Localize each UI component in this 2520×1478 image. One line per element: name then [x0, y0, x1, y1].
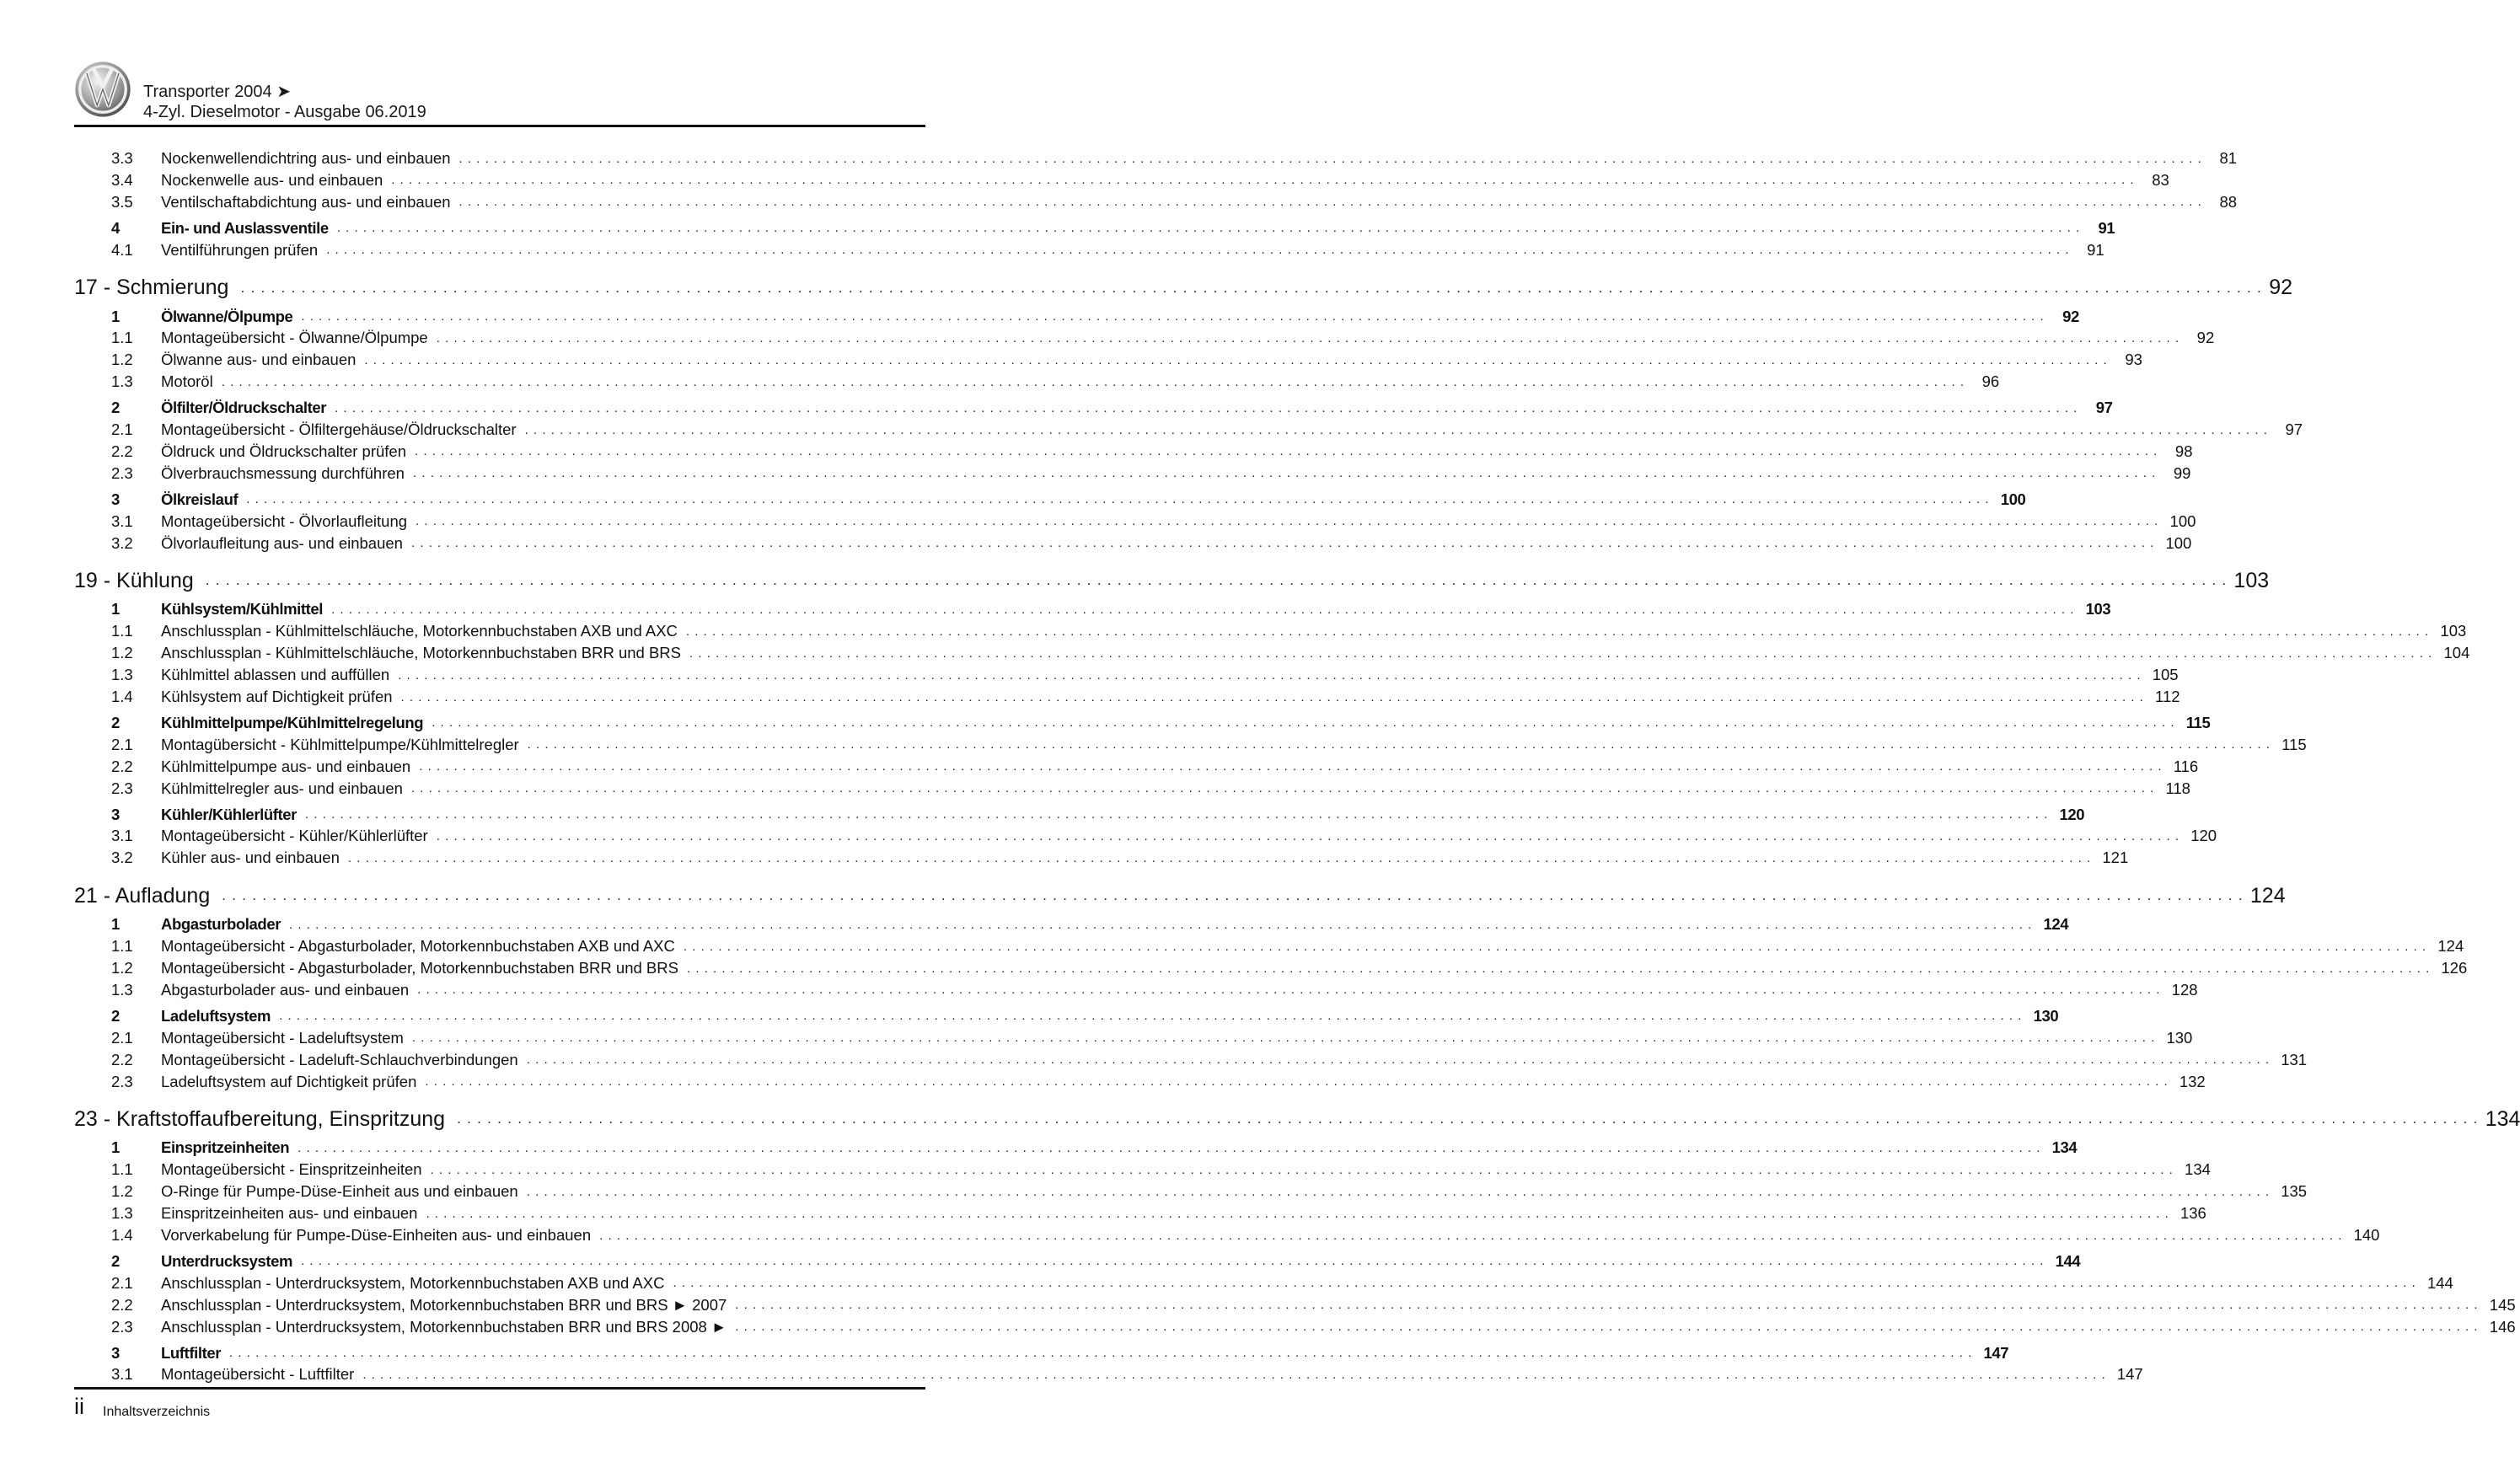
- toc-entry-page: 144: [2055, 1251, 2081, 1270]
- toc-entry-number: 3: [111, 805, 120, 823]
- toc-entry-page: 115: [2185, 713, 2211, 731]
- toc-entry-page: 118: [2165, 779, 2190, 797]
- toc-entry-number: 1.1: [111, 937, 133, 956]
- toc-entry-title: Kühlmittel ablassen und auffüllen: [161, 666, 390, 684]
- toc-entry-title: Ladeluftsystem: [161, 1006, 271, 1025]
- toc-entry-page: 124: [2043, 915, 2069, 934]
- header-rule: [74, 125, 925, 127]
- toc-entry-title: Montageübersicht - Luftfilter: [161, 1365, 355, 1384]
- toc-section[interactable]: [111, 306, 2079, 328]
- leader-dots: ........................................................................................................................................................................................................: [335, 400, 2083, 415]
- leader-dots: ........................................................................................................................................................................................................: [432, 715, 2180, 731]
- toc-entry-title: Ladeluftsystem auf Dichtigkeit prüfen: [161, 1072, 417, 1090]
- toc-entry-page: 135: [2281, 1182, 2308, 1201]
- toc-entry-title: Ölverbrauchsmessung durchführen: [161, 463, 405, 482]
- toc-entry-title: Montageübersicht - Einspritzeinheiten: [161, 1160, 422, 1179]
- footer-page-number: ii: [74, 1394, 84, 1419]
- leader-dots: ........................................................................................................................................................................................................: [436, 828, 2185, 843]
- toc-entry-page: 126: [2441, 959, 2468, 977]
- toc-chapter[interactable]: [74, 274, 2293, 303]
- toc-entry-page: 120: [2059, 805, 2085, 823]
- toc-entry[interactable]: [111, 327, 2215, 349]
- toc-entry-number: 2: [111, 713, 120, 731]
- toc-entry-title: Montageübersicht - Ölfiltergehäuse/Öldruckschalter: [161, 420, 517, 438]
- leader-dots: ........................................................................................................................................................................................................: [524, 422, 2273, 437]
- toc-section[interactable]: [111, 489, 2026, 511]
- toc-section[interactable]: [111, 217, 2115, 239]
- toc-entry-page: 116: [2173, 757, 2199, 775]
- leader-dots: ........................................................................................................................................................................................................: [240, 279, 2268, 296]
- toc-entry[interactable]: [111, 191, 2238, 213]
- leader-dots: ........................................................................................................................................................................................................: [689, 645, 2437, 661]
- toc-entry[interactable]: [111, 756, 2199, 778]
- toc-entry-number: 3.2: [111, 849, 133, 867]
- toc-entry-page: 91: [2098, 218, 2115, 237]
- leader-dots: ........................................................................................................................................................................................................: [425, 1074, 2173, 1089]
- leader-dots: ........................................................................................................................................................................................................: [419, 759, 2167, 774]
- vw-logo: [74, 61, 131, 118]
- header-engine-edition: 4-Zyl. Dieselmotor - Ausgabe 06.2019: [143, 103, 426, 121]
- leader-dots: ........................................................................................................................................................................................................: [686, 961, 2435, 976]
- leader-dots: ........................................................................................................................................................................................................: [458, 195, 2207, 210]
- toc-entry-number: 3.1: [111, 827, 133, 845]
- header-model: Transporter 2004 ➤: [143, 83, 291, 101]
- leader-dots: ........................................................................................................................................................................................................: [410, 781, 2159, 796]
- toc-entry-number: 2.1: [111, 1028, 133, 1047]
- toc-entry-page: 124: [2249, 883, 2286, 908]
- leader-dots: ........................................................................................................................................................................................................: [411, 1031, 2160, 1046]
- toc-entry-page: 81: [2219, 149, 2238, 167]
- toc-entry-title: Montageübersicht - Abgasturbolader, Motorkennbuchstaben BRR und BRS: [161, 959, 678, 977]
- leader-dots: ........................................................................................................................................................................................................: [685, 624, 2434, 639]
- toc-entry-title: Ölwanne aus- und einbauen: [161, 351, 357, 369]
- toc-entry[interactable]: [111, 620, 2467, 642]
- toc-entry-title: Kühlmittelregler aus- und einbauen: [161, 779, 403, 797]
- leader-dots: ........................................................................................................................................................................................................: [417, 983, 2165, 998]
- toc-entry-number: 2.2: [111, 1295, 133, 1314]
- toc-entry-title: Kühler aus- und einbauen: [161, 849, 340, 867]
- toc-entry[interactable]: [111, 533, 2192, 554]
- toc-entry[interactable]: [111, 511, 2196, 533]
- toc-entry-page: 92: [2269, 276, 2293, 299]
- toc-entry-title: Einspritzeinheiten: [161, 1138, 290, 1157]
- toc-section[interactable]: [111, 1137, 2078, 1159]
- toc-entry-title: Nockenwelle aus- und einbauen: [161, 170, 383, 189]
- toc-entry-title: Montageübersicht - Ladeluft-Schlauchverbindungen: [161, 1050, 518, 1068]
- toc-entry-number: 2.3: [111, 1072, 133, 1090]
- leader-dots: ........................................................................................................................................................................................................: [458, 151, 2207, 166]
- footer-rule: [74, 1387, 925, 1390]
- toc-entry[interactable]: [111, 1071, 2206, 1093]
- toc-entry-page: 98: [2174, 442, 2193, 460]
- toc-entry-number: 2: [111, 399, 120, 417]
- toc-entry-page: 134: [2485, 1106, 2520, 1131]
- toc-entry-number: 2: [111, 1006, 120, 1025]
- toc-entry-page: 99: [2173, 463, 2191, 482]
- toc-entry-number: 2.2: [111, 1050, 133, 1068]
- toc-entry-page: 92: [2062, 307, 2079, 325]
- toc-entry-number: 1.3: [111, 980, 133, 999]
- toc-entry-number: 3.5: [111, 192, 133, 211]
- toc-entry-number: 1: [111, 1138, 120, 1157]
- toc-entry[interactable]: [111, 935, 2464, 957]
- toc-section[interactable]: [111, 598, 2111, 620]
- toc-entry-page: 88: [2219, 192, 2238, 211]
- toc-entry-number: 2.2: [111, 757, 133, 775]
- toc-entry-page: 147: [2116, 1365, 2143, 1384]
- toc-entry-page: 120: [2190, 827, 2217, 845]
- leader-dots: ........................................................................................................................................................................................................: [527, 737, 2276, 752]
- toc-entry-title: Anschlussplan - Kühlmittelschläuche, Motorkennbuchstaben BRR und BRS: [161, 644, 681, 662]
- toc-entry-title: Ölfilter/Öldruckschalter: [161, 399, 327, 417]
- toc-entry-title: Unterdrucksystem: [161, 1251, 293, 1270]
- toc-entry-title: Montageübersicht - Ladeluftsystem: [161, 1028, 404, 1047]
- toc-entry-title: Ventilführungen prüfen: [161, 240, 319, 259]
- toc-entry-page: 103: [2233, 568, 2270, 592]
- toc-entry-number: 1.3: [111, 1204, 133, 1223]
- leader-dots: ........................................................................................................................................................................................................: [526, 1184, 2275, 1199]
- toc-entry[interactable]: [111, 147, 2238, 169]
- toc-entry[interactable]: [111, 349, 2142, 371]
- toc-entry-title: Ventilschaftabdichtung aus- und einbauen: [161, 192, 451, 211]
- leader-dots: ........................................................................................................................................................................................................: [331, 602, 2079, 617]
- toc-entry-number: 3: [111, 1343, 120, 1362]
- toc-entry[interactable]: [111, 979, 2198, 1001]
- toc-entry[interactable]: [111, 664, 2179, 686]
- toc-entry-title: Ölwanne/Ölpumpe: [161, 307, 293, 325]
- toc-section[interactable]: [111, 397, 2113, 419]
- toc-entry-title: Nockenwellendichtring aus- und einbauen: [161, 149, 451, 167]
- toc-chapter[interactable]: [74, 566, 2270, 595]
- leader-dots: ........................................................................................................................................................................................................: [289, 917, 2037, 932]
- leader-dots: ........................................................................................................................................................................................................: [246, 492, 1994, 507]
- toc-entry[interactable]: [111, 1363, 2143, 1385]
- toc-entry-page: 100: [2165, 533, 2192, 552]
- toc-entry[interactable]: [111, 1027, 2193, 1049]
- toc-entry-page: 124: [2437, 937, 2464, 956]
- toc-entry-page: 104: [2443, 644, 2470, 662]
- leader-dots: ........................................................................................................................................................................................................: [301, 1254, 2049, 1269]
- toc-entry-page: 103: [2440, 622, 2467, 640]
- toc-entry-page: 105: [2152, 666, 2179, 684]
- toc-entry-number: 1: [111, 307, 120, 325]
- leader-dots: ........................................................................................................................................................................................................: [412, 466, 2161, 481]
- toc-entry[interactable]: [111, 239, 2104, 261]
- toc-entry[interactable]: [111, 642, 2470, 664]
- leader-dots: ........................................................................................................................................................................................................: [301, 309, 2049, 324]
- toc-entry-number: 1.2: [111, 959, 133, 977]
- leader-dots: ........................................................................................................................................................................................................: [416, 514, 2163, 529]
- toc-entry-title: Kühlmittelpumpe/Kühlmittelregelung: [161, 713, 424, 731]
- toc-entry[interactable]: [111, 441, 2193, 463]
- toc-entry-page: 103: [2085, 600, 2111, 619]
- toc-entry-title: Öldruck und Öldruckschalter prüfen: [161, 442, 406, 460]
- leader-dots: ........................................................................................................................................................................................................: [683, 939, 2432, 954]
- toc-entry-page: 130: [2033, 1006, 2059, 1025]
- toc-entry-page: 147: [1983, 1343, 2009, 1362]
- toc-entry-title: Montageübersicht - Abgasturbolader, Motorkennbuchstaben AXB und AXC: [161, 937, 675, 956]
- toc-entry-number: 1.1: [111, 1160, 133, 1179]
- leader-dots: ........................................................................................................................................................................................................: [221, 374, 1970, 389]
- toc-entry-title: Anschlussplan - Kühlmittelschläuche, Motorkennbuchstaben AXB und AXC: [161, 622, 678, 640]
- toc-entry-page: 83: [2152, 170, 2169, 189]
- toc-entry[interactable]: [111, 734, 2307, 756]
- toc-entry-page: 91: [2087, 240, 2104, 259]
- toc-entry-title: Montagübersicht - Kühlmittelpumpe/Kühlmittelregler: [161, 735, 519, 753]
- toc-entry[interactable]: [111, 778, 2190, 800]
- toc-entry-title: Abgasturbolader aus- und einbauen: [161, 980, 410, 999]
- toc-entry-page: 96: [1981, 372, 2000, 391]
- toc-entry-page: 146: [2489, 1317, 2516, 1336]
- leader-dots: ........................................................................................................................................................................................................: [364, 352, 2112, 367]
- leader-dots: ........................................................................................................................................................................................................: [415, 444, 2163, 459]
- leader-dots: ........................................................................................................................................................................................................: [229, 1346, 1977, 1360]
- toc-section[interactable]: [111, 712, 2211, 734]
- toc-entry-number: 2.3: [111, 463, 133, 482]
- toc-entry-number: 3.1: [111, 1365, 133, 1384]
- toc-entry-page: 93: [2125, 351, 2142, 369]
- toc-entry-page: 97: [2285, 420, 2303, 438]
- leader-dots: ........................................................................................................................................................................................................: [298, 1140, 2045, 1155]
- toc-entry-number: 2.1: [111, 735, 133, 753]
- toc-entry[interactable]: [111, 825, 2217, 847]
- toc-entry-number: 2.3: [111, 779, 133, 797]
- toc-entry-title: Anschlussplan - Unterdrucksystem, Motorkennbuchstaben BRR und BRS ► 2007: [161, 1295, 727, 1314]
- leader-dots: ........................................................................................................................................................................................................: [398, 667, 2146, 683]
- toc-entry-title: Montageübersicht - Ölwanne/Ölpumpe: [161, 329, 428, 347]
- toc-entry-number: 1.2: [111, 644, 133, 662]
- toc-entry-number: 1: [111, 915, 120, 934]
- toc-section[interactable]: [111, 1250, 2081, 1272]
- toc-entry-title: 19 - Kühlung: [74, 568, 194, 592]
- leader-dots: ........................................................................................................................................................................................................: [457, 1111, 2484, 1127]
- toc-entry-page: 128: [2171, 980, 2198, 999]
- toc-entry-title: Montageübersicht - Kühler/Kühlerlüfter: [161, 827, 428, 845]
- toc-entry-title: O-Ringe für Pumpe-Düse-Einheit aus und einbauen: [161, 1182, 518, 1201]
- leader-dots: ........................................................................................................................................................................................................: [279, 1009, 2027, 1024]
- toc-entry-title: Luftfilter: [161, 1343, 222, 1362]
- toc-entry-page: 140: [2353, 1226, 2380, 1244]
- toc-entry-page: 131: [2281, 1050, 2308, 1068]
- toc-entry-number: 2.1: [111, 420, 133, 438]
- leader-dots: ........................................................................................................................................................................................................: [304, 807, 2053, 822]
- leader-dots: ........................................................................................................................................................................................................: [599, 1228, 2347, 1243]
- leader-dots: ........................................................................................................................................................................................................: [735, 1298, 2483, 1313]
- toc-entry-title: Kühlmittelpumpe aus- und einbauen: [161, 757, 411, 775]
- toc-entry-number: 2.1: [111, 1273, 133, 1292]
- toc-entry-number: 1.3: [111, 666, 133, 684]
- toc-entry-page: 132: [2179, 1072, 2206, 1090]
- toc-entry-title: 23 - Kraftstoffaufbereitung, Einspritzung: [74, 1106, 446, 1131]
- toc-entry-title: 21 - Aufladung: [74, 883, 211, 908]
- toc-entry-page: 100: [2169, 511, 2196, 530]
- toc-entry[interactable]: [111, 1202, 2206, 1224]
- toc-section[interactable]: [111, 913, 2069, 935]
- toc-entry[interactable]: [111, 169, 2169, 191]
- leader-dots: ........................................................................................................................................................................................................: [347, 850, 2096, 865]
- leader-dots: ........................................................................................................................................................................................................: [222, 887, 2249, 904]
- toc-entry-number: 1.3: [111, 372, 133, 391]
- toc-entry-page: 130: [2166, 1028, 2193, 1047]
- toc-entry-title: Anschlussplan - Unterdrucksystem, Motorkennbuchstaben BRR und BRS 2008 ►: [161, 1317, 727, 1336]
- toc-entry-number: 1.1: [111, 622, 133, 640]
- toc-entry-title: Montageübersicht - Ölvorlaufleitung: [161, 511, 408, 530]
- toc-entry-page: 145: [2489, 1295, 2516, 1314]
- toc-entry[interactable]: [111, 957, 2468, 979]
- toc-entry[interactable]: [111, 1272, 2453, 1294]
- toc-entry-number: 1.2: [111, 1182, 133, 1201]
- toc-entry-title: Einspritzeinheiten aus- und einbauen: [161, 1204, 418, 1223]
- toc-entry-title: Kühlsystem/Kühlmittel: [161, 600, 324, 619]
- toc-entry[interactable]: [111, 1159, 2211, 1181]
- toc-entry-number: 3.4: [111, 170, 133, 189]
- leader-dots: ........................................................................................................................................................................................................: [673, 1276, 2421, 1291]
- toc-chapter[interactable]: [74, 1105, 2520, 1133]
- toc-entry[interactable]: [111, 419, 2303, 441]
- toc-entry-number: 1.4: [111, 1226, 133, 1244]
- toc-entry-number: 3.1: [111, 511, 133, 530]
- toc-entry-number: 4: [111, 218, 120, 237]
- toc-entry-title: Kühlsystem auf Dichtigkeit prüfen: [161, 688, 393, 705]
- leader-dots: ........................................................................................................................................................................................................: [526, 1052, 2275, 1068]
- toc-entry-page: 92: [2196, 329, 2215, 347]
- toc-entry-title: Vorverkabelung für Pumpe-Düse-Einheiten aus- und einbauen: [161, 1226, 592, 1244]
- toc-entry-number: 4.1: [111, 240, 133, 259]
- toc-entry-number: 2.2: [111, 442, 133, 460]
- footer-label: Inhaltsverzeichnis: [103, 1405, 211, 1419]
- toc-entry-page: 121: [2102, 849, 2129, 867]
- toc-section[interactable]: [111, 1342, 2009, 1364]
- toc-section[interactable]: [111, 804, 2085, 826]
- leader-dots: ........................................................................................................................................................................................................: [735, 1320, 2483, 1335]
- toc-section[interactable]: [111, 1005, 2059, 1027]
- toc-entry-page: 97: [2095, 399, 2113, 417]
- toc-entry-title: Ölvorlaufleitung aus- und einbauen: [161, 533, 403, 552]
- leader-dots: ........................................................................................................................................................................................................: [400, 689, 2149, 704]
- toc-chapter[interactable]: [74, 881, 2286, 910]
- toc-entry-title: Motoröl: [161, 372, 213, 391]
- leader-dots: ........................................................................................................................................................................................................: [410, 536, 2159, 550]
- toc-entry-number: 1.4: [111, 688, 133, 705]
- toc-entry-title: Ölkreislauf: [161, 490, 239, 508]
- leader-dots: ........................................................................................................................................................................................................: [430, 1162, 2179, 1177]
- toc-entry-page: 100: [2000, 490, 2026, 508]
- toc-entry[interactable]: [111, 1049, 2308, 1071]
- toc-entry-number: 1.2: [111, 351, 133, 369]
- toc-entry[interactable]: [111, 686, 2180, 708]
- toc-entry-number: 1.1: [111, 329, 133, 347]
- toc-entry[interactable]: [111, 1224, 2380, 1246]
- toc-entry-title: Anschlussplan - Unterdrucksystem, Motorkennbuchstaben AXB und AXC: [161, 1273, 665, 1292]
- toc-entry[interactable]: [111, 463, 2191, 485]
- toc-entry-number: 3.3: [111, 149, 133, 167]
- toc-entry-page: 136: [2180, 1204, 2206, 1223]
- leader-dots: ........................................................................................................................................................................................................: [205, 572, 2233, 589]
- toc-entry-page: 134: [2185, 1160, 2211, 1179]
- toc-entry-page: 144: [2426, 1273, 2453, 1292]
- toc-entry[interactable]: [111, 1294, 2516, 1316]
- leader-dots: ........................................................................................................................................................................................................: [336, 221, 2085, 236]
- toc-entry-number: 2: [111, 1251, 120, 1270]
- toc-entry-page: 112: [2155, 688, 2180, 705]
- leader-dots: ........................................................................................................................................................................................................: [362, 1367, 2110, 1382]
- toc-entry-title: Kühler/Kühlerlüfter: [161, 805, 297, 823]
- toc-entry-page: 115: [2281, 735, 2307, 753]
- toc-entry[interactable]: [111, 847, 2129, 869]
- toc-entry[interactable]: [111, 1181, 2308, 1202]
- toc-entry-number: 2.3: [111, 1317, 133, 1336]
- toc-entry-number: 1: [111, 600, 120, 619]
- toc-entry-title: Ein- und Auslassventile: [161, 218, 329, 237]
- toc-entry-title: Abgasturbolader: [161, 915, 281, 934]
- toc-entry-title: 17 - Schmierung: [74, 276, 229, 299]
- toc-entry[interactable]: [111, 371, 2000, 393]
- toc-entry-number: 3.2: [111, 533, 133, 552]
- leader-dots: ........................................................................................................................................................................................................: [326, 243, 2074, 258]
- leader-dots: ........................................................................................................................................................................................................: [426, 1206, 2174, 1221]
- toc-entry-number: 3: [111, 490, 120, 508]
- toc-entry[interactable]: [111, 1316, 2516, 1338]
- toc-entry-page: 134: [2051, 1138, 2078, 1157]
- leader-dots: ........................................................................................................................................................................................................: [391, 173, 2139, 188]
- leader-dots: ........................................................................................................................................................................................................: [436, 330, 2185, 345]
